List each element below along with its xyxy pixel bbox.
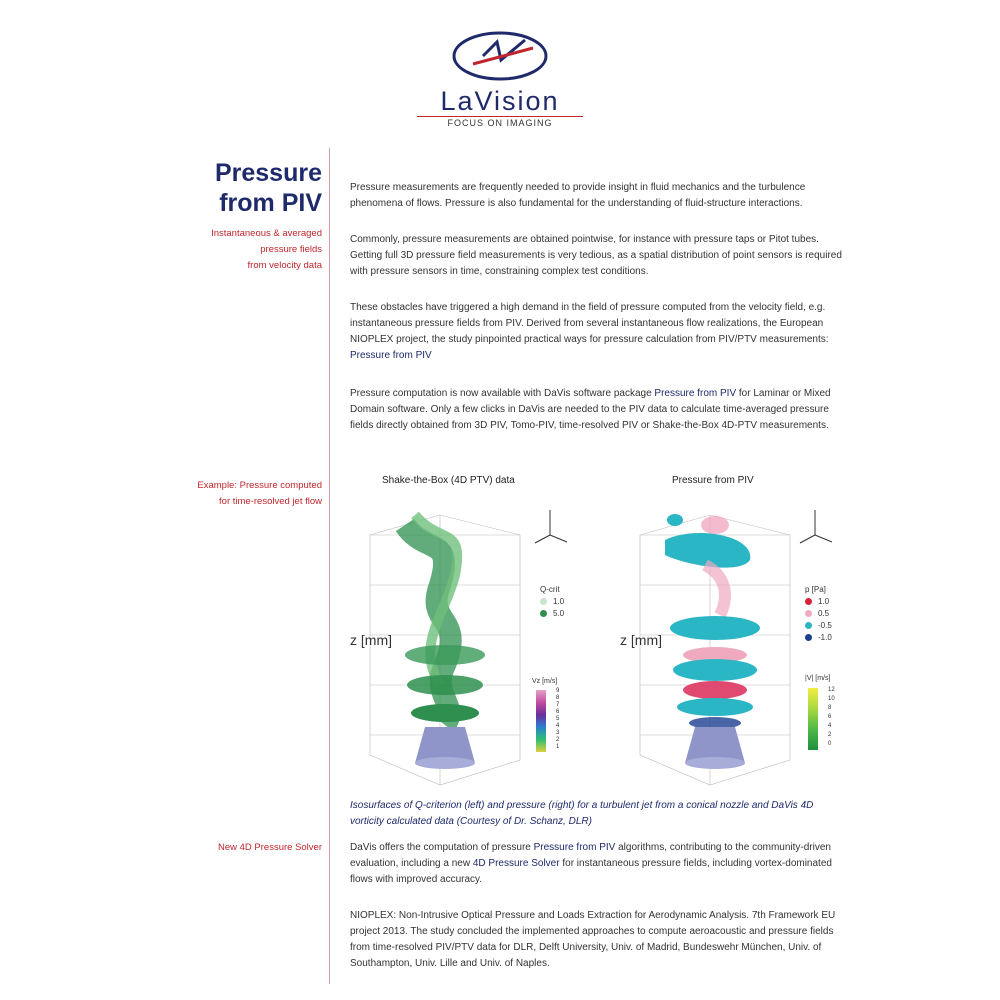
legend-swatch	[805, 598, 812, 605]
legend-swatch	[805, 634, 812, 641]
intro-paragraph-3	[350, 300, 850, 364]
legend-label: 5.0	[553, 609, 565, 618]
sidebar-note-line: for time-resolved jet flow	[219, 496, 322, 507]
colorbar-tick: 8	[556, 695, 560, 701]
intro-paragraph-4-text: Pressure computation is now available with DaVis software package	[350, 388, 652, 399]
legend-label: 0.5	[818, 609, 830, 618]
intro-paragraph-4-tail: for Laminar or Mixed Domain software. Only a few clicks in DaVis are needed to the PIV data to calculate time-averaged pressure fields directly obtained from 3D PIV, Tomo-PIV, time-resolved PIV or Shake-the-Box 4D-PTV measurements.	[350, 388, 831, 431]
right-nozzle-base	[685, 757, 745, 769]
left-axis-triad-icon	[530, 505, 570, 550]
right-axis-triad-icon	[795, 505, 835, 550]
left-colorbar-title: Vz [m/s]	[532, 678, 558, 685]
pressure-from-piv-link[interactable]: Pressure from PIV	[350, 350, 432, 361]
right-colorbar-ticks	[828, 686, 835, 749]
pressure-from-piv-link[interactable]: Pressure from PIV	[654, 388, 737, 399]
legend-swatch	[540, 610, 547, 617]
figure-caption: Isosurfaces of Q-criterion (left) and pressure (right) for a turbulent jet from a conical nozzle and DaVis 4D vorticity calculated data (Courtesy of Dr. Schanz, DLR)	[350, 800, 814, 827]
right-colorbar-title: |V| [m/s]	[805, 675, 831, 682]
sidebar-note-intro	[211, 226, 322, 274]
colorbar-tick: 6	[556, 709, 560, 715]
figure-right-pressure	[615, 495, 815, 795]
colorbar-tick: 8	[828, 705, 832, 711]
sidebar-note-line: from velocity data	[247, 260, 322, 271]
right-legend-item	[805, 597, 832, 606]
4d-pressure-solver-link[interactable]: 4D Pressure Solver	[472, 858, 560, 869]
logo-rule	[417, 116, 583, 117]
legend-swatch	[540, 598, 547, 605]
left-legend-title: Q-crit	[540, 585, 560, 594]
page-title	[215, 158, 322, 218]
legend-swatch	[805, 622, 812, 629]
sidebar-note-line: pressure fields	[260, 244, 322, 255]
logo-wordmark: LaVision	[440, 86, 560, 116]
sidebar-note-line: Instantaneous & averaged	[211, 228, 322, 239]
sidebar-note-line: New 4D Pressure Solver	[217, 842, 322, 853]
left-legend	[540, 585, 564, 618]
colorbar-tick: 6	[828, 714, 832, 720]
left-colorbar	[536, 690, 546, 752]
colorbar-tick: 10	[828, 696, 835, 702]
column-divider	[329, 148, 330, 984]
left-vortex-isosurfaces	[405, 515, 485, 725]
left-colorbar-ticks	[556, 688, 559, 751]
legend-label: 1.0	[553, 597, 565, 606]
logo-tagline: FOCUS ON IMAGING	[447, 118, 553, 128]
colorbar-tick: 9	[556, 688, 560, 694]
right-legend-title: p [Pa]	[805, 585, 826, 594]
right-colorbar	[808, 688, 818, 750]
legend-label: -0.5	[818, 621, 832, 630]
sidebar-note-line: Example: Pressure computed	[197, 480, 322, 491]
colorbar-tick: 4	[556, 723, 560, 729]
right-pressure-isosurfaces	[665, 514, 760, 729]
logo-ellipse-icon	[415, 28, 585, 88]
intro-paragraph-3-text: These obstacles have triggered a high demand in the field of pressure computed from the velocity field, e.g. instantaneous pressure fields from PIV. Derived from several instantaneous flow realizations, the European NIOPLEX project, the study pinpointed practical ways for pressure calculation from PIV/PTV measurements:	[350, 302, 829, 345]
solver-text: DaVis offers the computation of pressure	[350, 842, 531, 853]
right-legend	[805, 585, 832, 642]
colorbar-tick: 5	[556, 716, 560, 722]
legend-label: 1.0	[818, 597, 830, 606]
colorbar-tick: 7	[556, 702, 560, 708]
page-title-line1: Pressure	[214, 159, 322, 187]
pressure-from-piv-link[interactable]: Pressure from PIV	[533, 842, 616, 853]
left-legend-item	[540, 597, 564, 606]
colorbar-tick: 2	[828, 732, 832, 738]
colorbar-tick: 12	[828, 687, 835, 693]
right-legend-item	[805, 609, 832, 618]
solver-paragraph-1	[350, 840, 850, 888]
legend-label: -1.0	[818, 633, 832, 642]
right-legend-item	[805, 633, 832, 642]
figure-left-title: Shake-the-Box (4D PTV) data	[382, 475, 515, 486]
colorbar-tick: 0	[828, 741, 832, 747]
solver-text: algorithms, contributing to the community-driven evaluation, including a new	[350, 842, 831, 869]
left-z-axis-label: z [mm]	[350, 632, 392, 648]
intro-paragraph-1: Pressure measurements are frequently needed to provide insight in fluid mechanics and the turbulence phenomena of flows. Pressure is also fundamental for the understanding of fluid-structure interactions.	[350, 182, 806, 209]
solver-paragraph-2: NIOPLEX: Non-Intrusive Optical Pressure and Loads Extraction for Aerodynamic Analysis. 7th Framework EU project 2013. The study concluded the implemented approaches to compute aeroacoustic and pressure fields from time-resolved PIV/PTV data for DLR, Delft University, Univ. of Madrid, Bundeswehr München, Univ. of Southampton, Univ. Lille and Univ. of Naples.	[350, 910, 836, 969]
right-z-axis-label: z [mm]	[620, 632, 662, 648]
intro-paragraph-4	[350, 386, 850, 434]
page-title-line2: from PIV	[219, 189, 322, 217]
colorbar-tick: 3	[556, 730, 560, 736]
left-legend-item	[540, 609, 564, 618]
sidebar-note-new-solver	[218, 840, 322, 856]
solver-text: for instantaneous pressure fields, including vortex-dominated flows with improved accuracy.	[350, 858, 832, 885]
left-nozzle-base	[415, 757, 475, 769]
sidebar-note-example	[197, 478, 322, 510]
right-legend-item	[805, 621, 832, 630]
intro-paragraph-2: Commonly, pressure measurements are obtained pointwise, for instance with pressure taps or Pitot tubes. Getting full 3D pressure field measurements is very tedious, as a spatial distribution of point sensors is required with pressure sensors in time, constraining complex test conditions.	[350, 234, 842, 277]
figure-right-title: Pressure from PIV	[672, 475, 754, 486]
colorbar-tick: 1	[556, 744, 560, 750]
colorbar-tick: 2	[556, 737, 560, 743]
legend-swatch	[805, 610, 812, 617]
colorbar-tick: 4	[828, 723, 832, 729]
lavision-logo	[415, 28, 585, 133]
